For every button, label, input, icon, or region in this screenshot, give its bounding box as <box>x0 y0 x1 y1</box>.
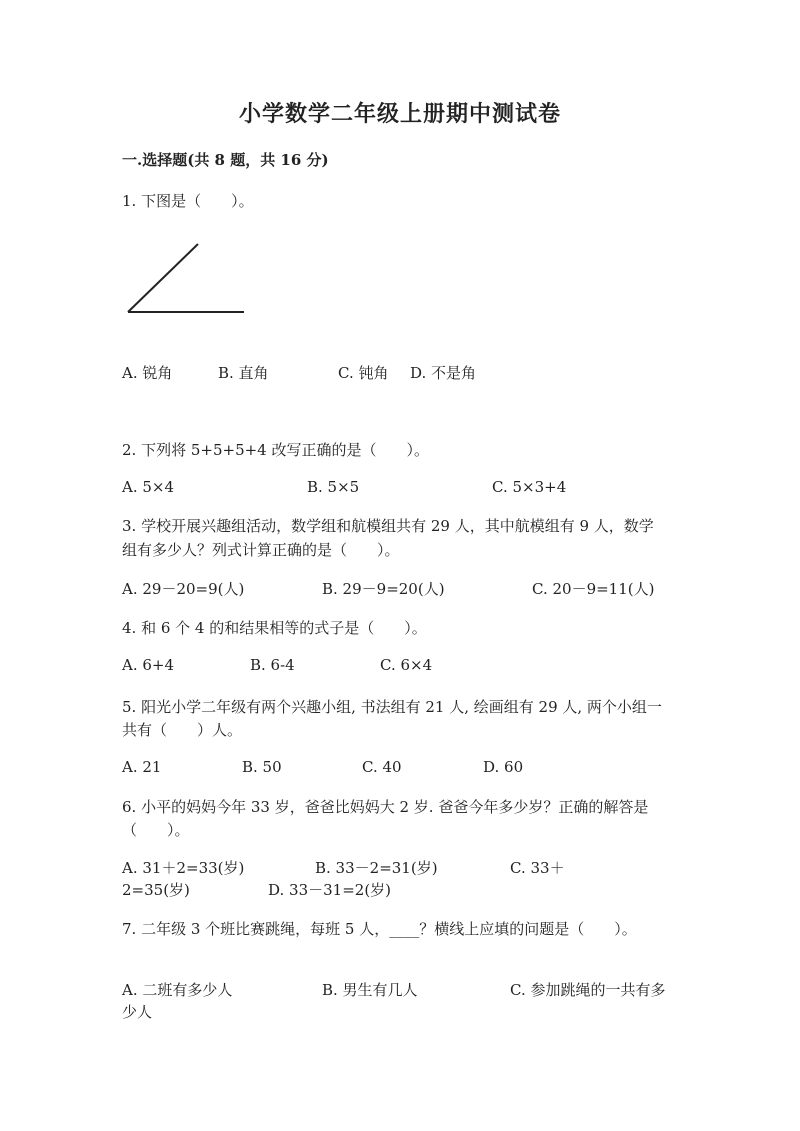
question-6-option-a: A. 31＋2=33(岁) <box>122 859 245 877</box>
question-3-stem-line-2: 组有多少人？列式计算正确的是（ ）。 <box>122 541 400 559</box>
question-7-option-c-part-1: C. 参加跳绳的一共有多 <box>510 981 666 999</box>
question-1-option-c: C. 钝角 <box>338 364 389 382</box>
question-6-option-c-part-2: 2=35(岁) <box>122 881 190 899</box>
question-5-stem-line-2: 共有（ ）人。 <box>122 721 243 739</box>
angle-ray-slanted <box>128 244 198 312</box>
question-4-option-a: A. 6+4 <box>122 656 175 674</box>
question-3-option-a: A. 29－20=9(人) <box>122 580 245 598</box>
question-3-stem-line-1: 3. 学校开展兴趣组活动，数学组和航模组共有 29 人，其中航模组有 9 人，数学 <box>122 517 654 535</box>
angle-figure <box>120 238 250 318</box>
question-4-option-c: C. 6×4 <box>380 656 433 674</box>
question-5-option-d: D. 60 <box>483 758 524 776</box>
question-7-option-c-part-2: 少人 <box>122 1003 153 1021</box>
question-6-stem-line-1: 6. 小平的妈妈今年 33 岁，爸爸比妈妈大 2 岁. 爸爸今年多少岁？正确的解答是 <box>122 798 649 816</box>
question-5-option-c: C. 40 <box>362 758 402 776</box>
question-2-option-a: A. 5×4 <box>122 478 175 496</box>
question-7-stem: 7. 二年级 3 个班比赛跳绳，每班 5 人，____？横线上应填的问题是（ ）。 <box>122 920 637 938</box>
question-5-option-b: B. 50 <box>242 758 282 776</box>
question-6-option-d: D. 33－31=2(岁) <box>268 881 392 899</box>
question-4-option-b: B. 6-4 <box>250 656 295 674</box>
question-6-option-c-part-1: C. 33＋ <box>510 859 565 877</box>
question-5-option-a: A. 21 <box>122 758 162 776</box>
question-2-option-c: C. 5×3+4 <box>492 478 567 496</box>
section-heading: 一.选择题(共 8 题，共 16 分) <box>122 151 329 169</box>
question-1-option-d: D. 不是角 <box>410 364 477 382</box>
question-2-option-b: B. 5×5 <box>307 478 360 496</box>
question-3-option-c: C. 20－9=11(人) <box>532 580 655 598</box>
question-7-option-b: B. 男生有几人 <box>322 981 418 999</box>
question-6-option-b: B. 33－2=31(岁) <box>315 859 438 877</box>
question-3-option-b: B. 29－9=20(人) <box>322 580 445 598</box>
question-1-option-a: A. 锐角 <box>122 364 173 382</box>
question-2-stem: 2. 下列将 5+5+5+4 改写正确的是（ ）。 <box>122 441 429 459</box>
question-5-stem-line-1: 5. 阳光小学二年级有两个兴趣小组, 书法组有 21 人, 绘画组有 29 人, 两个小组一 <box>122 698 662 716</box>
page-title: 小学数学二年级上册期中测试卷 <box>238 101 561 127</box>
question-6-stem-line-2: （ ）。 <box>122 821 190 839</box>
question-1-stem: 1. 下图是（ ）。 <box>122 192 254 210</box>
question-4-stem: 4. 和 6 个 4 的和结果相等的式子是（ ）。 <box>122 619 427 637</box>
question-1-option-b: B. 直角 <box>218 364 269 382</box>
question-7-option-a: A. 二班有多少人 <box>122 981 233 999</box>
